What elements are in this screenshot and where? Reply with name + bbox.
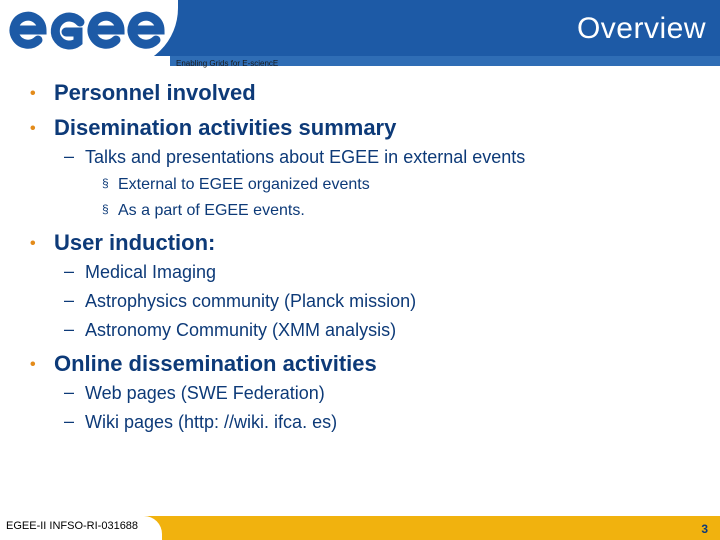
sub-bullet-text: Medical Imaging (85, 262, 217, 282)
sub-bullet-text: Astronomy Community (XMM analysis) (85, 320, 397, 340)
sub-bullet-text: Astrophysics community (Planck mission) (85, 291, 417, 311)
egee-logo (8, 6, 168, 52)
bullet-text: User induction: (54, 230, 216, 255)
bullet-marker: • (30, 356, 36, 373)
footer-label-area (0, 516, 162, 540)
bullet-marker: • (30, 120, 36, 137)
dash-marker: – (64, 411, 75, 431)
dash-marker: – (64, 382, 75, 402)
footer (0, 516, 720, 540)
page-number: 3 (701, 522, 708, 536)
dash-marker: – (64, 290, 75, 310)
header (0, 0, 720, 68)
bullet-marker: • (30, 85, 36, 102)
section-marker: § (102, 176, 109, 190)
sub-sub-bullet-text: As a part of EGEE events. (118, 202, 305, 219)
slide-subtitle: Enabling Grids for E-sciencE (176, 59, 279, 68)
slide-title: Overview (576, 12, 706, 45)
bullet-text: Disemination activities summary (54, 115, 397, 140)
section-marker: § (102, 202, 109, 216)
bullet-text: Personnel involved (54, 80, 256, 105)
dash-marker: – (64, 146, 75, 166)
bullet-marker: • (30, 235, 36, 252)
project-code: EGEE-II INFSO-RI-031688 (6, 520, 139, 532)
sub-bullet-text: Talks and presentations about EGEE in external events (85, 147, 526, 167)
bullet-text: Online dissemination activities (54, 351, 377, 376)
sub-sub-bullet-text: External to EGEE organized events (118, 176, 370, 193)
dash-marker: – (64, 261, 75, 281)
sub-bullet-text: Web pages (SWE Federation) (85, 383, 325, 403)
dash-marker: – (64, 319, 75, 339)
logo-area (0, 0, 178, 68)
sub-bullet-text: Wiki pages (http: //wiki. ifca. es) (85, 412, 338, 432)
